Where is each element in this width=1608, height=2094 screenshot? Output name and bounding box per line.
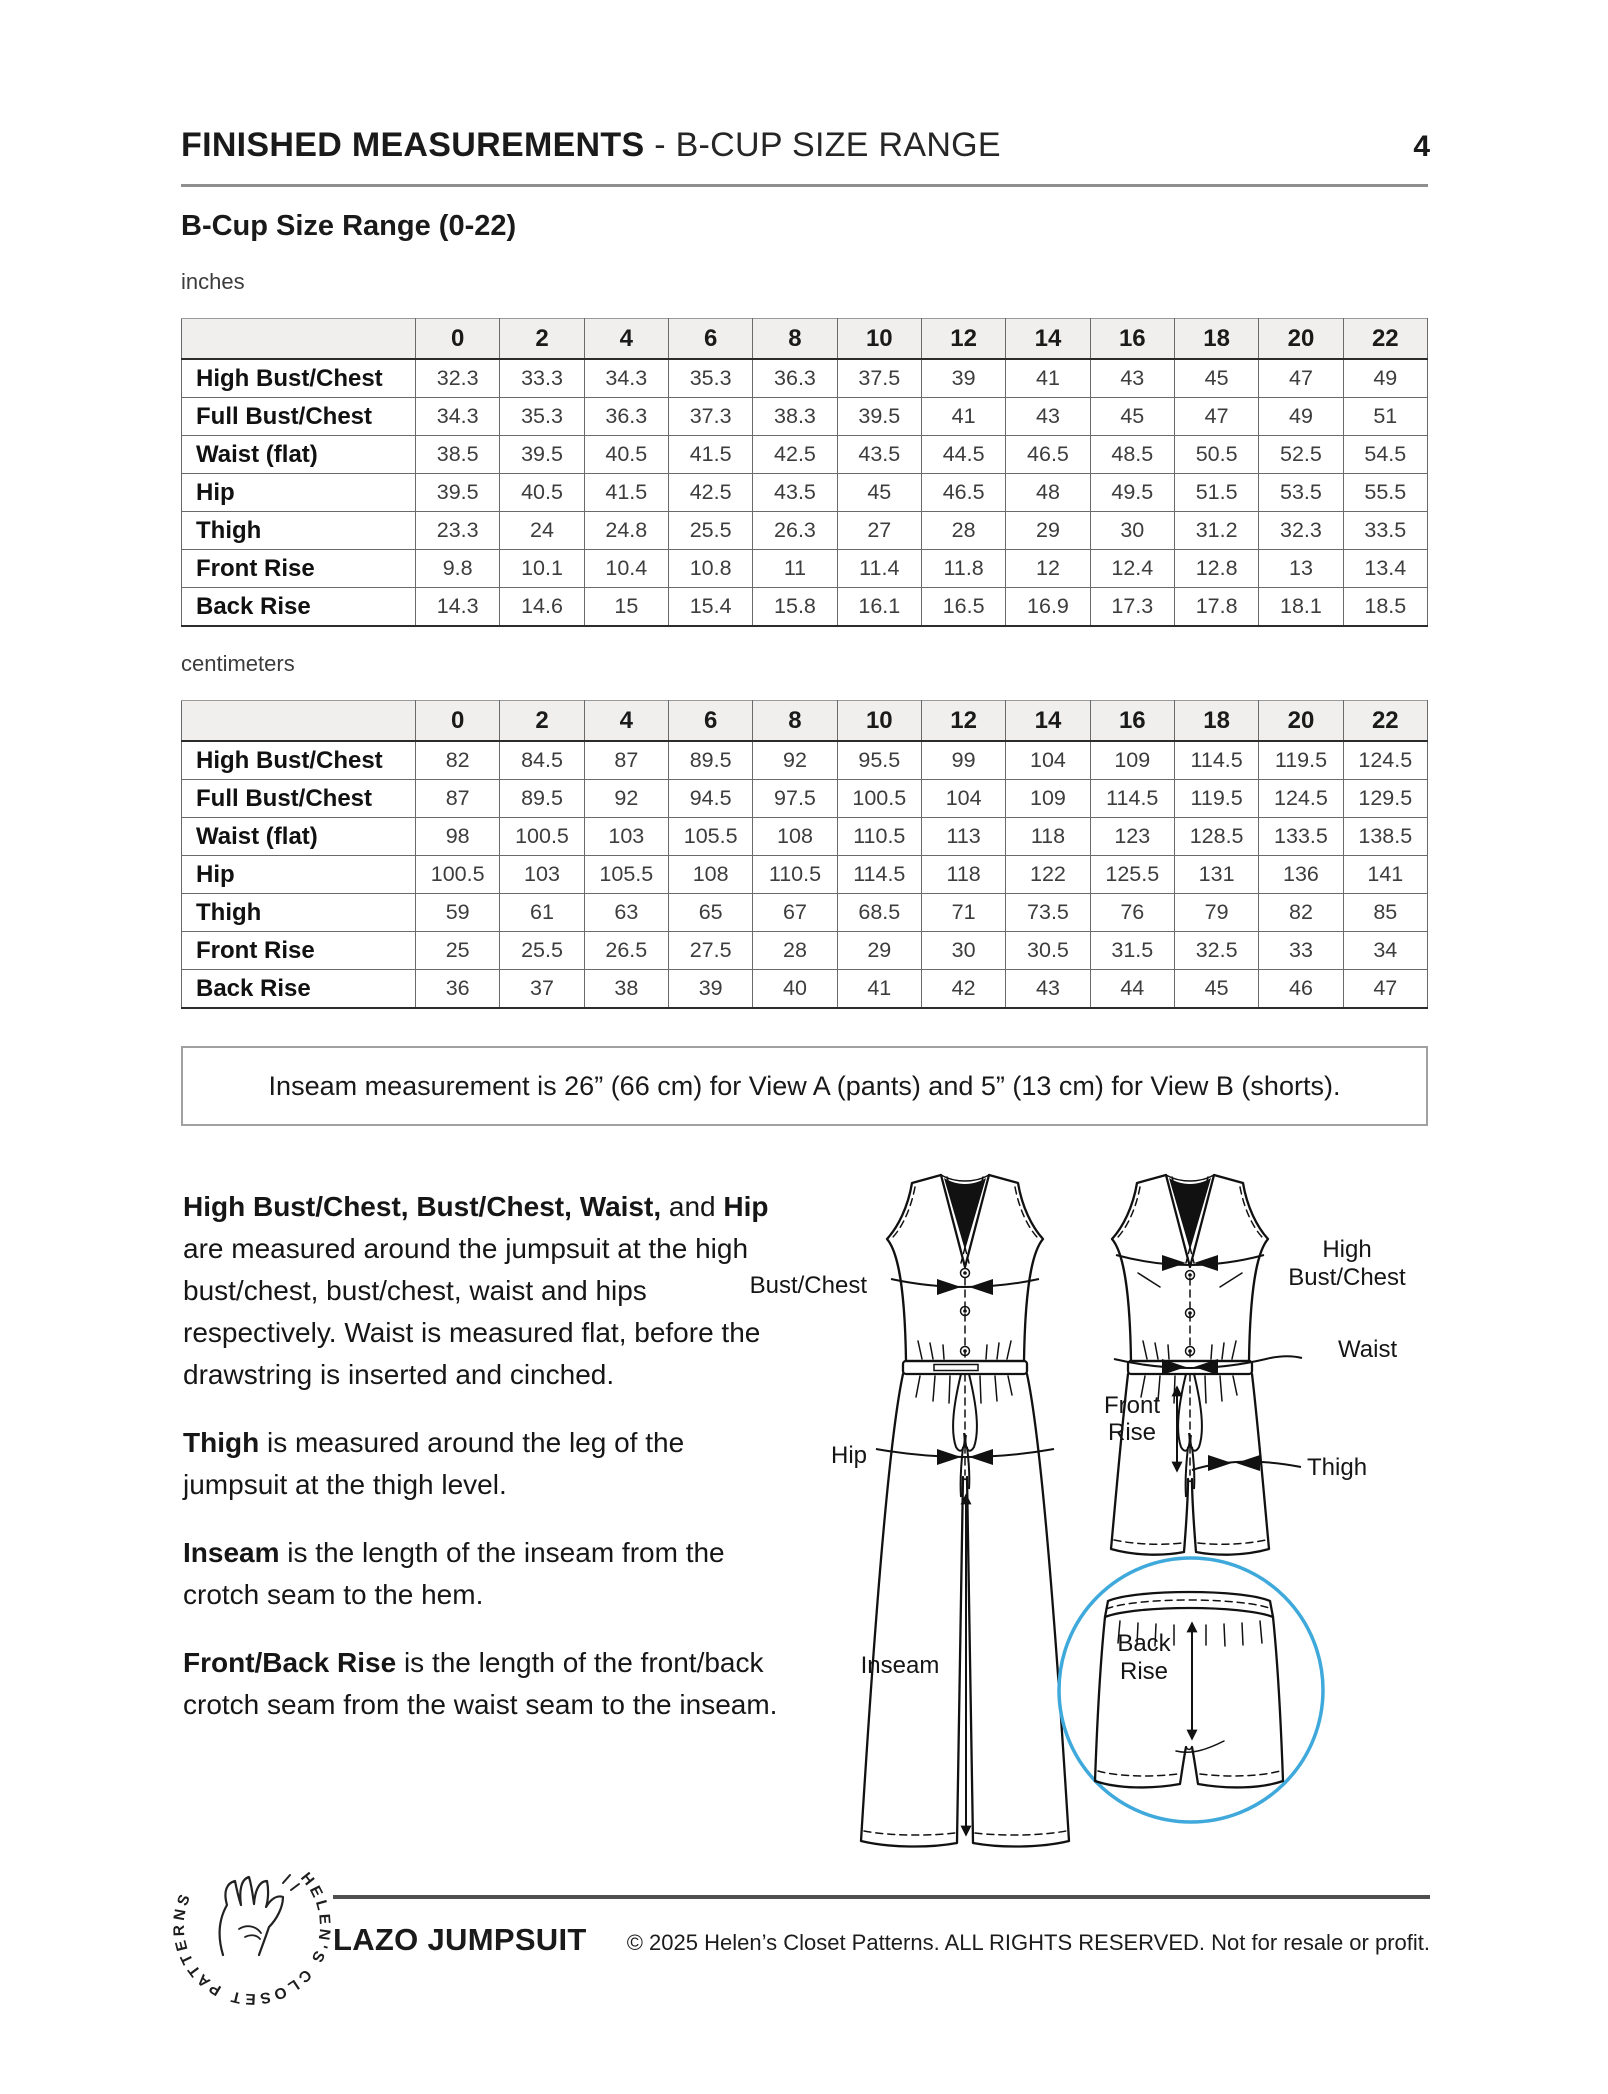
copyright-text: © 2025 Helen’s Closet Patterns. ALL RIGHTS RESERVED. Not for resale or profit. bbox=[626, 1930, 1430, 1955]
measurement-value-cell: 11 bbox=[753, 550, 837, 588]
measurement-row-label: Full Bust/Chest bbox=[182, 398, 416, 436]
measurement-value-cell: 15.4 bbox=[668, 588, 752, 627]
measurement-value-cell: 100.5 bbox=[837, 780, 921, 818]
measurement-value-cell: 15.8 bbox=[753, 588, 837, 627]
label-back-rise-line1: Back bbox=[1117, 1630, 1171, 1657]
measurement-value-cell: 85 bbox=[1343, 894, 1427, 932]
measurement-value-cell: 31.5 bbox=[1090, 932, 1174, 970]
table-row bbox=[182, 436, 1428, 474]
measurement-value-cell: 61 bbox=[500, 894, 584, 932]
measurement-value-cell: 43 bbox=[1090, 359, 1174, 398]
definition-term: Inseam bbox=[183, 1537, 280, 1568]
definition-term: Thigh bbox=[183, 1427, 260, 1458]
measurement-value-cell: 36.3 bbox=[753, 359, 837, 398]
measurement-value-cell: 37 bbox=[500, 970, 584, 1009]
measurement-value-cell: 133.5 bbox=[1259, 818, 1343, 856]
measurement-table-inches bbox=[181, 318, 1428, 627]
measurement-value-cell: 12.4 bbox=[1090, 550, 1174, 588]
measurement-value-cell: 29 bbox=[1006, 512, 1090, 550]
measurement-value-cell: 50.5 bbox=[1174, 436, 1258, 474]
measurement-value-cell: 30.5 bbox=[1006, 932, 1090, 970]
inseam-note-box bbox=[181, 1046, 1428, 1126]
measurement-value-cell: 119.5 bbox=[1174, 780, 1258, 818]
measurement-value-cell: 30 bbox=[921, 932, 1005, 970]
label-front-rise-line1: Front bbox=[1103, 1392, 1161, 1419]
measurement-value-cell: 42.5 bbox=[668, 474, 752, 512]
measurement-value-cell: 118 bbox=[921, 856, 1005, 894]
table-row bbox=[182, 588, 1428, 627]
measurement-value-cell: 13 bbox=[1259, 550, 1343, 588]
table-row bbox=[182, 512, 1428, 550]
definition-term: High Bust/Chest, Bust/Chest, Waist, bbox=[183, 1191, 662, 1222]
measurement-value-cell: 49 bbox=[1259, 398, 1343, 436]
measurement-value-cell: 98 bbox=[416, 818, 500, 856]
measurement-value-cell: 39.5 bbox=[837, 398, 921, 436]
measurement-value-cell: 16.5 bbox=[921, 588, 1005, 627]
measurement-value-cell: 53.5 bbox=[1259, 474, 1343, 512]
measurement-value-cell: 17.3 bbox=[1090, 588, 1174, 627]
measurement-value-cell: 99 bbox=[921, 741, 1005, 780]
back-rise-detail-circle bbox=[1059, 1558, 1323, 1822]
label-waist: Waist bbox=[1338, 1336, 1398, 1363]
measurement-value-cell: 45 bbox=[1174, 970, 1258, 1009]
definition-text: is the length of the front/back crotch seam from the waist seam to the inseam. bbox=[183, 1647, 778, 1720]
measurement-value-cell: 82 bbox=[416, 741, 500, 780]
measurement-value-cell: 43.5 bbox=[837, 436, 921, 474]
measurement-value-cell: 33.3 bbox=[500, 359, 584, 398]
measurement-value-cell: 92 bbox=[753, 741, 837, 780]
measurement-value-cell: 45 bbox=[1174, 359, 1258, 398]
measurement-value-cell: 89.5 bbox=[500, 780, 584, 818]
table-row bbox=[182, 780, 1428, 818]
header-divider bbox=[181, 184, 1428, 187]
size-column-header: 12 bbox=[921, 319, 1005, 360]
size-column-header: 4 bbox=[584, 701, 668, 742]
measurement-value-cell: 103 bbox=[584, 818, 668, 856]
measurement-value-cell: 39 bbox=[668, 970, 752, 1009]
measurement-value-cell: 43 bbox=[1006, 970, 1090, 1009]
definition-text: is measured around the leg of the jumpsuit at the thigh level. bbox=[183, 1427, 685, 1500]
brand-logo bbox=[153, 1827, 343, 2017]
measurement-value-cell: 71 bbox=[921, 894, 1005, 932]
measurement-value-cell: 36 bbox=[416, 970, 500, 1009]
measurement-value-cell: 92 bbox=[584, 780, 668, 818]
measurement-value-cell: 104 bbox=[921, 780, 1005, 818]
measurement-value-cell: 14.6 bbox=[500, 588, 584, 627]
measurement-value-cell: 46.5 bbox=[921, 474, 1005, 512]
unit-label-centimeters: centimeters bbox=[181, 651, 295, 676]
table-row bbox=[182, 818, 1428, 856]
label-front-rise-line2: Rise bbox=[1107, 1419, 1157, 1446]
measurement-value-cell: 63 bbox=[584, 894, 668, 932]
measurement-value-cell: 10.1 bbox=[500, 550, 584, 588]
size-column-header: 0 bbox=[416, 701, 500, 742]
measurement-value-cell: 43 bbox=[1006, 398, 1090, 436]
table-row bbox=[182, 550, 1428, 588]
table-row bbox=[182, 474, 1428, 512]
size-column-header: 10 bbox=[837, 701, 921, 742]
table-row bbox=[182, 970, 1428, 1009]
technical-drawing bbox=[740, 1145, 1440, 1885]
definition-term: Front/Back Rise bbox=[183, 1647, 397, 1678]
measurement-value-cell: 67 bbox=[753, 894, 837, 932]
measurement-value-cell: 34 bbox=[1343, 932, 1427, 970]
measurement-value-cell: 41.5 bbox=[668, 436, 752, 474]
measurement-value-cell: 105.5 bbox=[668, 818, 752, 856]
measurement-value-cell: 33.5 bbox=[1343, 512, 1427, 550]
measurement-value-cell: 34.3 bbox=[416, 398, 500, 436]
measurement-value-cell: 68.5 bbox=[837, 894, 921, 932]
measurement-value-cell: 40.5 bbox=[584, 436, 668, 474]
measurement-value-cell: 10.8 bbox=[668, 550, 752, 588]
definition-term: Hip bbox=[723, 1191, 769, 1222]
definition-text: and bbox=[661, 1191, 724, 1222]
measurement-value-cell: 114.5 bbox=[837, 856, 921, 894]
measurement-value-cell: 48.5 bbox=[1090, 436, 1174, 474]
measurement-value-cell: 24.8 bbox=[584, 512, 668, 550]
measurement-value-cell: 49 bbox=[1343, 359, 1427, 398]
page-title-bold: FINISHED MEASUREMENTS bbox=[181, 126, 645, 164]
size-column-header: 22 bbox=[1343, 701, 1427, 742]
measurement-value-cell: 18.5 bbox=[1343, 588, 1427, 627]
measurement-value-cell: 41 bbox=[921, 398, 1005, 436]
size-column-header: 10 bbox=[837, 319, 921, 360]
definition-paragraph bbox=[183, 1186, 781, 1396]
measurement-value-cell: 17.8 bbox=[1174, 588, 1258, 627]
size-column-header: 20 bbox=[1259, 319, 1343, 360]
label-back-rise-line2: Rise bbox=[1119, 1658, 1169, 1685]
view-a-pants-drawing bbox=[750, 1175, 1069, 1847]
measurement-value-cell: 113 bbox=[921, 818, 1005, 856]
measurement-value-cell: 32.3 bbox=[1259, 512, 1343, 550]
measurement-value-cell: 87 bbox=[584, 741, 668, 780]
measurement-value-cell: 51 bbox=[1343, 398, 1427, 436]
measurement-row-label: Front Rise bbox=[182, 932, 416, 970]
measurement-row-label: Back Rise bbox=[182, 588, 416, 627]
measurement-value-cell: 24 bbox=[500, 512, 584, 550]
page-header bbox=[181, 126, 1430, 165]
measurement-value-cell: 16.9 bbox=[1006, 588, 1090, 627]
measurement-value-cell: 38 bbox=[584, 970, 668, 1009]
measurement-value-cell: 79 bbox=[1174, 894, 1258, 932]
measurement-value-cell: 34.3 bbox=[584, 359, 668, 398]
measurement-value-cell: 45 bbox=[837, 474, 921, 512]
measurement-row-label: Thigh bbox=[182, 512, 416, 550]
measurement-value-cell: 94.5 bbox=[668, 780, 752, 818]
measurement-value-cell: 131 bbox=[1174, 856, 1258, 894]
measurement-value-cell: 39 bbox=[921, 359, 1005, 398]
measurement-value-cell: 118 bbox=[1006, 818, 1090, 856]
measurement-value-cell: 28 bbox=[753, 932, 837, 970]
measurement-table-centimeters bbox=[181, 700, 1428, 1009]
definition-paragraph bbox=[183, 1642, 781, 1726]
size-column-header: 8 bbox=[753, 701, 837, 742]
measurement-value-cell: 89.5 bbox=[668, 741, 752, 780]
measurement-value-cell: 11.8 bbox=[921, 550, 1005, 588]
definition-paragraph bbox=[183, 1532, 781, 1616]
measurement-value-cell: 13.4 bbox=[1343, 550, 1427, 588]
measurement-value-cell: 36.3 bbox=[584, 398, 668, 436]
size-column-header: 6 bbox=[668, 319, 752, 360]
measurement-row-label: Waist (flat) bbox=[182, 818, 416, 856]
size-column-header: 6 bbox=[668, 701, 752, 742]
definition-text: is the length of the inseam from the crotch seam to the hem. bbox=[183, 1537, 725, 1610]
measurement-value-cell: 40 bbox=[753, 970, 837, 1009]
page-title bbox=[181, 126, 1001, 165]
measurement-value-cell: 59 bbox=[416, 894, 500, 932]
size-column-header: 18 bbox=[1174, 319, 1258, 360]
measurement-value-cell: 25.5 bbox=[668, 512, 752, 550]
table-corner-cell bbox=[182, 701, 416, 742]
measurement-value-cell: 123 bbox=[1090, 818, 1174, 856]
measurement-value-cell: 12 bbox=[1006, 550, 1090, 588]
unit-label-inches: inches bbox=[181, 269, 245, 294]
measurement-value-cell: 108 bbox=[753, 818, 837, 856]
label-high-bust-line2: Bust/Chest bbox=[1288, 1264, 1406, 1291]
measurement-value-cell: 105.5 bbox=[584, 856, 668, 894]
measurement-value-cell: 30 bbox=[1090, 512, 1174, 550]
measurement-row-label: Hip bbox=[182, 856, 416, 894]
measurement-value-cell: 136 bbox=[1259, 856, 1343, 894]
measurement-row-label: Hip bbox=[182, 474, 416, 512]
size-column-header: 14 bbox=[1006, 319, 1090, 360]
size-column-header: 18 bbox=[1174, 701, 1258, 742]
measurement-value-cell: 14.3 bbox=[416, 588, 500, 627]
definition-text: are measured around the jumpsuit at the high bust/chest, bust/chest, waist and hips respectively. Waist is measured flat, before the drawstring is inserted and cinched. bbox=[183, 1233, 761, 1390]
table-row bbox=[182, 359, 1428, 398]
measurement-value-cell: 12.8 bbox=[1174, 550, 1258, 588]
measurement-value-cell: 138.5 bbox=[1343, 818, 1427, 856]
measurement-value-cell: 109 bbox=[1090, 741, 1174, 780]
section-title: B-Cup Size Range (0-22) bbox=[181, 210, 517, 242]
measurement-value-cell: 35.3 bbox=[500, 398, 584, 436]
measurement-row-label: Full Bust/Chest bbox=[182, 780, 416, 818]
measurement-value-cell: 25.5 bbox=[500, 932, 584, 970]
measurement-value-cell: 55.5 bbox=[1343, 474, 1427, 512]
measurement-value-cell: 141 bbox=[1343, 856, 1427, 894]
measurement-row-label: Front Rise bbox=[182, 550, 416, 588]
measurement-value-cell: 46.5 bbox=[1006, 436, 1090, 474]
measurement-value-cell: 9.8 bbox=[416, 550, 500, 588]
measurement-value-cell: 29 bbox=[837, 932, 921, 970]
table-corner-cell bbox=[182, 319, 416, 360]
measurement-value-cell: 44.5 bbox=[921, 436, 1005, 474]
view-b-shorts-drawing bbox=[1104, 1175, 1406, 1555]
measurement-value-cell: 39.5 bbox=[500, 436, 584, 474]
table-row bbox=[182, 398, 1428, 436]
label-thigh: Thigh bbox=[1307, 1454, 1368, 1481]
measurement-value-cell: 16.1 bbox=[837, 588, 921, 627]
pattern-name: LAZO JUMPSUIT bbox=[333, 1922, 587, 1957]
measurement-row-label: Thigh bbox=[182, 894, 416, 932]
measurement-value-cell: 47 bbox=[1343, 970, 1427, 1009]
measurement-value-cell: 28 bbox=[921, 512, 1005, 550]
label-hip: Hip bbox=[830, 1442, 867, 1469]
measurement-value-cell: 47 bbox=[1259, 359, 1343, 398]
page-title-rest: - B-CUP SIZE RANGE bbox=[644, 126, 1001, 164]
size-column-header: 22 bbox=[1343, 319, 1427, 360]
measurement-value-cell: 46 bbox=[1259, 970, 1343, 1009]
table-row bbox=[182, 932, 1428, 970]
size-column-header: 12 bbox=[921, 701, 1005, 742]
measurement-definitions bbox=[183, 1186, 781, 1752]
measurement-value-cell: 82 bbox=[1259, 894, 1343, 932]
size-column-header: 2 bbox=[500, 701, 584, 742]
table-row bbox=[182, 894, 1428, 932]
measurement-value-cell: 65 bbox=[668, 894, 752, 932]
measurement-value-cell: 33 bbox=[1259, 932, 1343, 970]
measurement-value-cell: 119.5 bbox=[1259, 741, 1343, 780]
size-column-header: 16 bbox=[1090, 319, 1174, 360]
measurement-value-cell: 114.5 bbox=[1090, 780, 1174, 818]
measurement-value-cell: 45 bbox=[1090, 398, 1174, 436]
measurement-value-cell: 27 bbox=[837, 512, 921, 550]
size-column-header: 8 bbox=[753, 319, 837, 360]
page-number: 4 bbox=[1413, 130, 1430, 163]
measurement-value-cell: 27.5 bbox=[668, 932, 752, 970]
measurement-value-cell: 42 bbox=[921, 970, 1005, 1009]
measurement-value-cell: 41 bbox=[837, 970, 921, 1009]
measurement-value-cell: 48 bbox=[1006, 474, 1090, 512]
size-column-header: 16 bbox=[1090, 701, 1174, 742]
table-row bbox=[182, 741, 1428, 780]
footer-divider bbox=[333, 1895, 1430, 1899]
measurement-value-cell: 110.5 bbox=[837, 818, 921, 856]
measurement-value-cell: 52.5 bbox=[1259, 436, 1343, 474]
measurement-value-cell: 125.5 bbox=[1090, 856, 1174, 894]
measurement-value-cell: 43.5 bbox=[753, 474, 837, 512]
measurement-row-label: High Bust/Chest bbox=[182, 359, 416, 398]
brand-logo-ring-text: HELEN'S CLOSET PATTERNS bbox=[170, 1869, 334, 2008]
measurement-value-cell: 129.5 bbox=[1343, 780, 1427, 818]
measurement-value-cell: 128.5 bbox=[1174, 818, 1258, 856]
measurement-value-cell: 100.5 bbox=[500, 818, 584, 856]
size-column-header: 14 bbox=[1006, 701, 1090, 742]
measurement-value-cell: 37.5 bbox=[837, 359, 921, 398]
label-inseam: Inseam bbox=[860, 1652, 940, 1679]
table-row bbox=[182, 856, 1428, 894]
measurement-value-cell: 41 bbox=[1006, 359, 1090, 398]
label-high-bust-line1: High bbox=[1322, 1236, 1372, 1263]
measurement-value-cell: 47 bbox=[1174, 398, 1258, 436]
measurement-value-cell: 103 bbox=[500, 856, 584, 894]
measurement-value-cell: 44 bbox=[1090, 970, 1174, 1009]
measurement-row-label: Waist (flat) bbox=[182, 436, 416, 474]
measurement-value-cell: 42.5 bbox=[753, 436, 837, 474]
measurement-value-cell: 38.3 bbox=[753, 398, 837, 436]
measurement-value-cell: 108 bbox=[668, 856, 752, 894]
measurement-value-cell: 37.3 bbox=[668, 398, 752, 436]
hand-icon bbox=[220, 1875, 299, 1955]
measurement-value-cell: 122 bbox=[1006, 856, 1090, 894]
measurement-value-cell: 35.3 bbox=[668, 359, 752, 398]
measurement-value-cell: 39.5 bbox=[416, 474, 500, 512]
measurement-row-label: High Bust/Chest bbox=[182, 741, 416, 780]
measurement-value-cell: 104 bbox=[1006, 741, 1090, 780]
size-column-header: 20 bbox=[1259, 701, 1343, 742]
measurement-value-cell: 41.5 bbox=[584, 474, 668, 512]
measurement-value-cell: 11.4 bbox=[837, 550, 921, 588]
measurement-value-cell: 25 bbox=[416, 932, 500, 970]
definition-paragraph bbox=[183, 1422, 781, 1506]
measurement-value-cell: 15 bbox=[584, 588, 668, 627]
measurement-value-cell: 109 bbox=[1006, 780, 1090, 818]
measurement-value-cell: 40.5 bbox=[500, 474, 584, 512]
measurement-value-cell: 32.5 bbox=[1174, 932, 1258, 970]
measurement-value-cell: 51.5 bbox=[1174, 474, 1258, 512]
measurement-value-cell: 73.5 bbox=[1006, 894, 1090, 932]
measurement-value-cell: 124.5 bbox=[1259, 780, 1343, 818]
measurement-value-cell: 49.5 bbox=[1090, 474, 1174, 512]
measurement-value-cell: 97.5 bbox=[753, 780, 837, 818]
measurement-value-cell: 18.1 bbox=[1259, 588, 1343, 627]
size-column-header: 4 bbox=[584, 319, 668, 360]
measurement-value-cell: 32.3 bbox=[416, 359, 500, 398]
measurement-value-cell: 114.5 bbox=[1174, 741, 1258, 780]
label-bust-chest: Bust/Chest bbox=[749, 1272, 867, 1299]
measurement-value-cell: 26.3 bbox=[753, 512, 837, 550]
measurement-value-cell: 23.3 bbox=[416, 512, 500, 550]
measurement-row-label: Back Rise bbox=[182, 970, 416, 1009]
size-column-header: 2 bbox=[500, 319, 584, 360]
measurement-value-cell: 10.4 bbox=[584, 550, 668, 588]
measurement-value-cell: 87 bbox=[416, 780, 500, 818]
measurement-value-cell: 26.5 bbox=[584, 932, 668, 970]
inseam-note-text: Inseam measurement is 26” (66 cm) for View A (pants) and 5” (13 cm) for View B (shorts). bbox=[268, 1070, 1341, 1101]
measurement-value-cell: 124.5 bbox=[1343, 741, 1427, 780]
size-column-header: 0 bbox=[416, 319, 500, 360]
measurement-value-cell: 95.5 bbox=[837, 741, 921, 780]
measurement-value-cell: 76 bbox=[1090, 894, 1174, 932]
measurement-value-cell: 110.5 bbox=[753, 856, 837, 894]
measurement-value-cell: 38.5 bbox=[416, 436, 500, 474]
measurement-value-cell: 54.5 bbox=[1343, 436, 1427, 474]
measurement-value-cell: 31.2 bbox=[1174, 512, 1258, 550]
measurement-value-cell: 84.5 bbox=[500, 741, 584, 780]
measurement-value-cell: 100.5 bbox=[416, 856, 500, 894]
